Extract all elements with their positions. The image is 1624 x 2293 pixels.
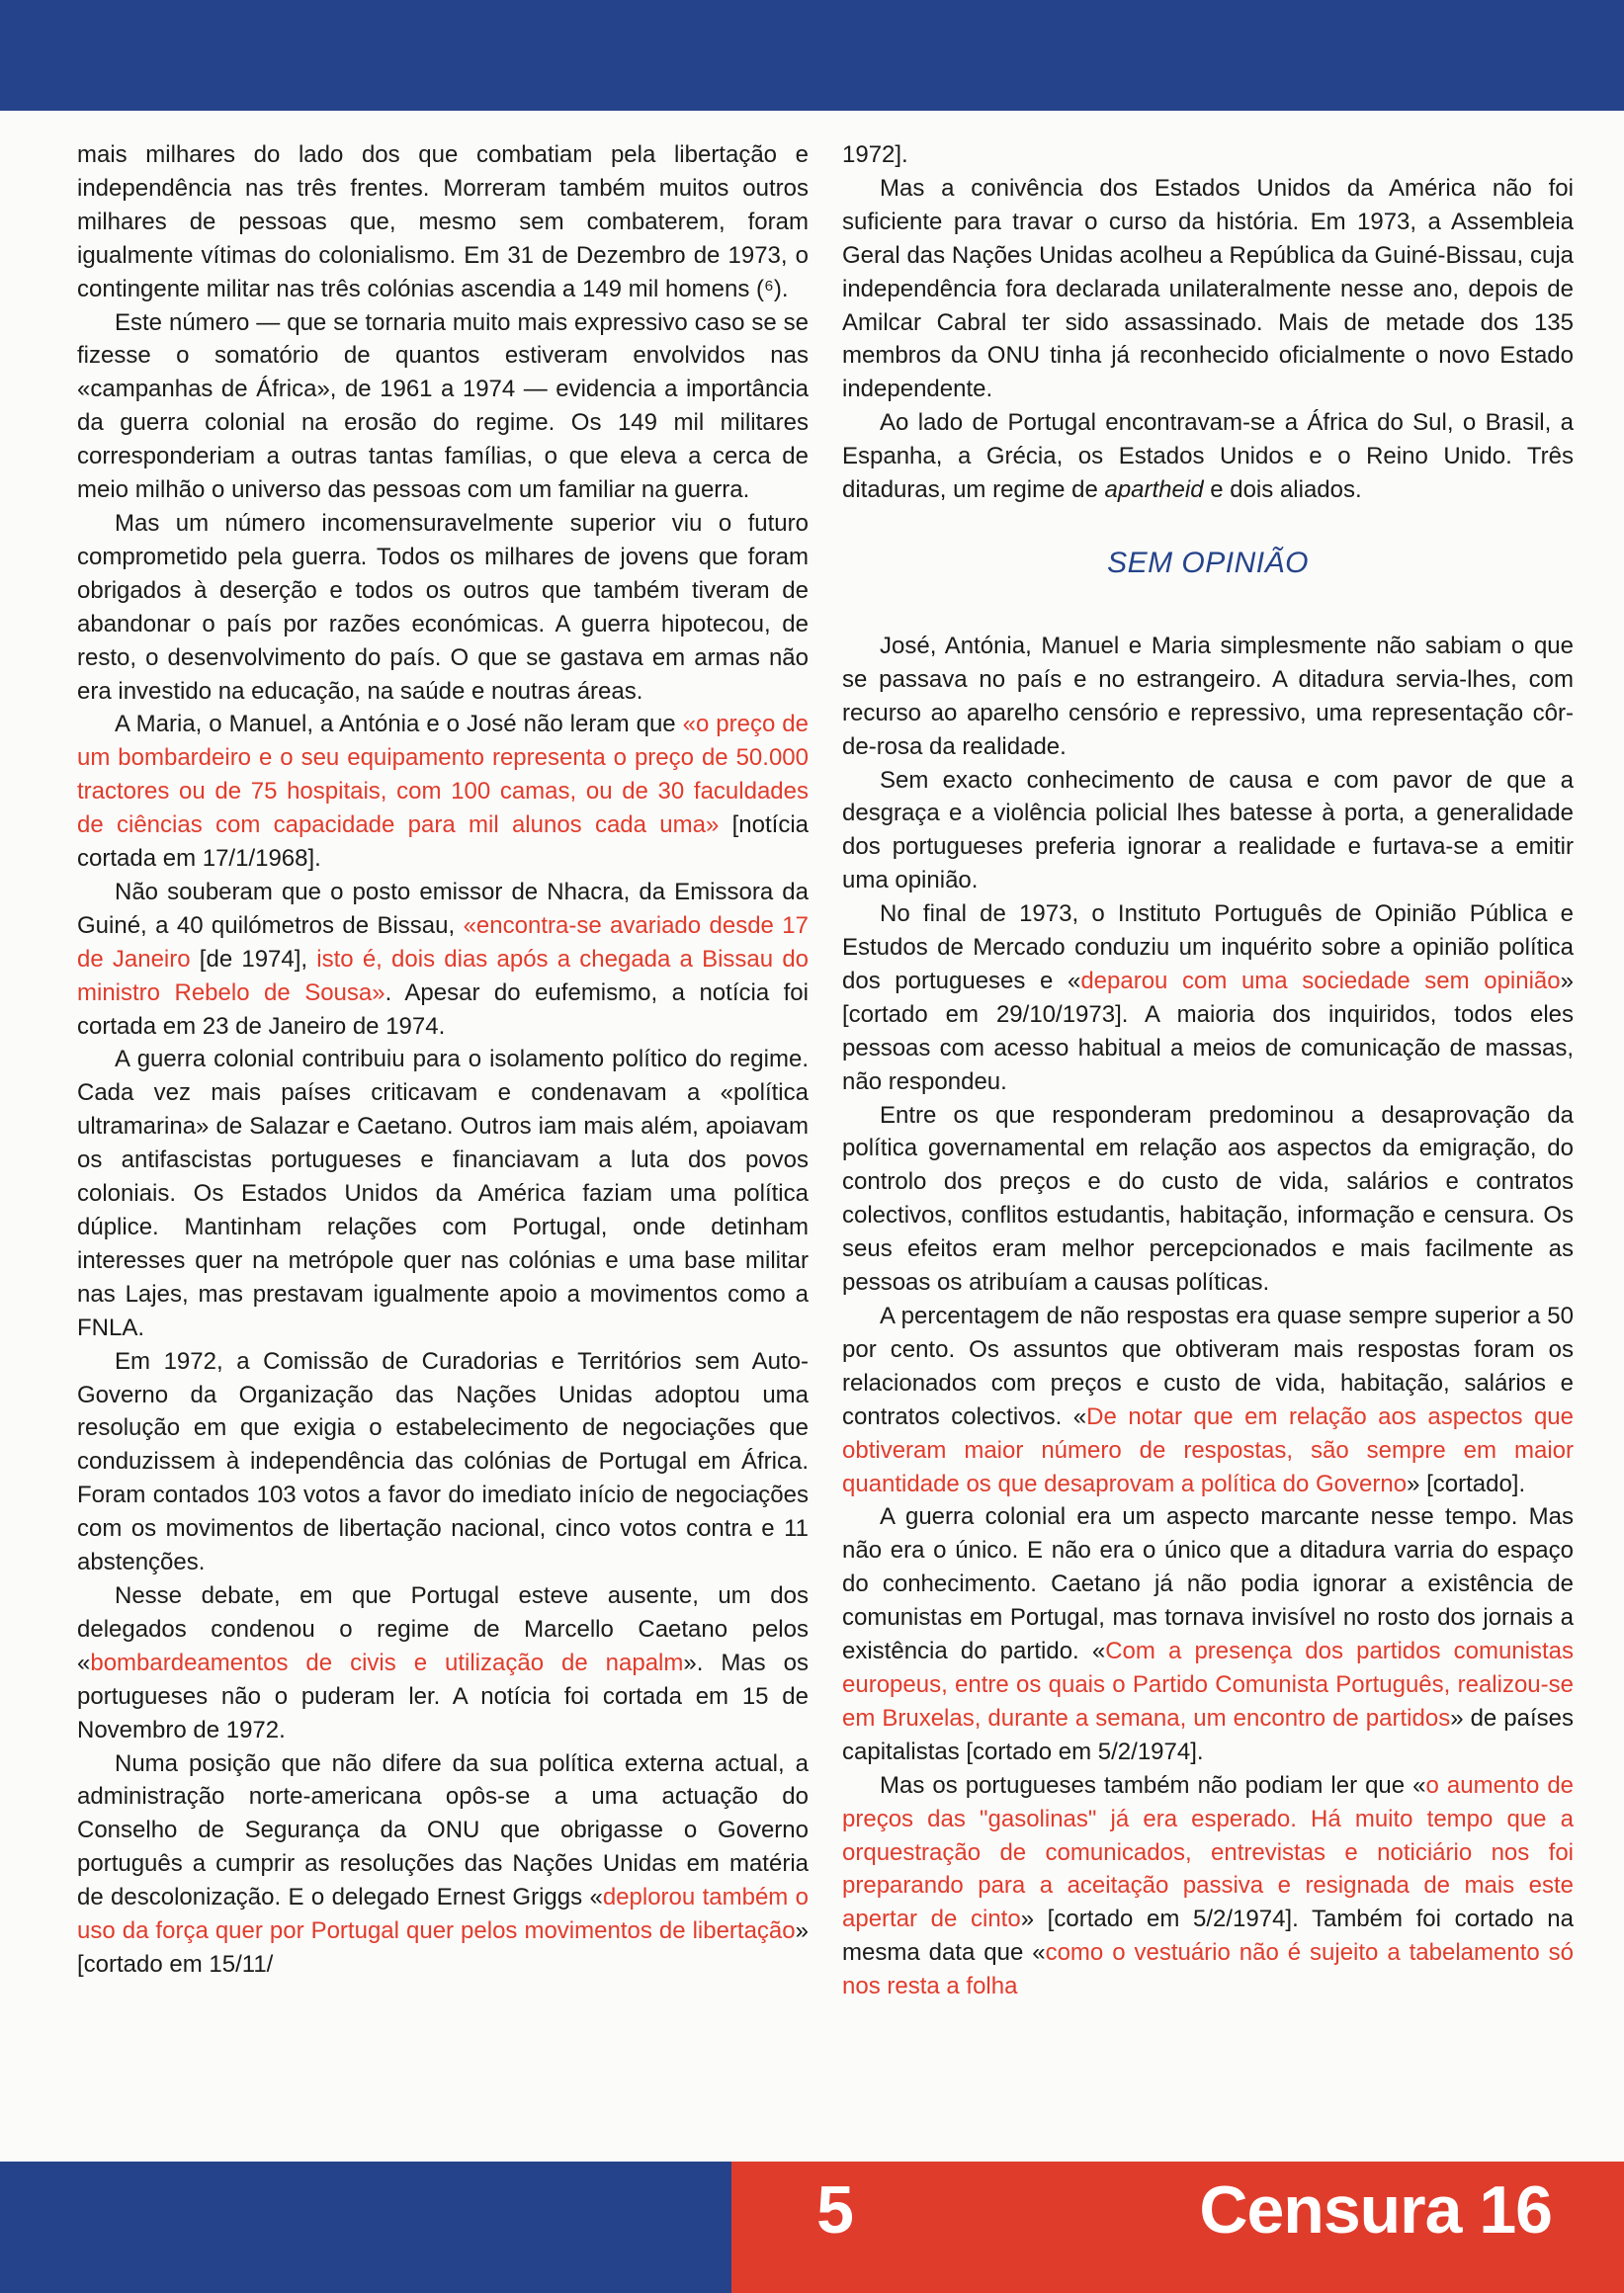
text-run: A guerra colonial era um aspecto marcante nesse tempo. Mas não era o único. E não era o único que a ditadura varria do espaço do conhecimento. Caetano já não podia ignorar a existência de comunistas em Portugal, mas tornava invisível no rosto dos jornais a existência do partido. « bbox=[842, 1503, 1574, 1665]
censored-quote: bombardeamentos de civis e utilização de napalm bbox=[90, 1649, 684, 1676]
text-run: » [cortado em 5/2/1974]. Também foi cortado na mesma data que « bbox=[842, 1906, 1574, 1967]
paragraph: mais milhares do lado dos que combatiam pela libertação e independência nas três frentes. Morreram também muitos outros milhares de pessoas que, mesmo sem combaterem, foram igualmente vítimas do colonialismo. Em 31 de Dezembro de 1973, o contingente militar nas três colónias ascendia a 149 mil homens (⁶). bbox=[77, 141, 809, 302]
text-run: . Apesar do eufemismo, a notícia foi cortada em 23 de Janeiro de 1974. bbox=[77, 978, 809, 1040]
paragraph bbox=[842, 1500, 1574, 1768]
censored-quote: Com a presença dos partidos comunistas europeus, entre os quais o Partido Comunista Português, realizou-se em Bruxelas, durante a semana, um encontro de partidos bbox=[842, 1638, 1574, 1732]
text-run: ». Mas os portugueses não o puderam ler. A notícia foi cortada em 15 de Novembro de 1972. bbox=[77, 1649, 809, 1743]
paragraph: José, Antónia, Manuel e Maria simplesmente não sabiam o que se passava no país e no estrangeiro. A ditadura servia-lhes, com recurso ao aparelho censório e repressivo, uma representação côr-de-rosa da realidade. bbox=[842, 632, 1574, 760]
text-run: Mas os portugueses também não podiam ler que « bbox=[880, 1771, 1426, 1799]
paragraph bbox=[77, 1747, 809, 1982]
paragraph: Em 1972, a Comissão de Curadorias e Territórios sem Auto-Governo da Organização das Nações Unidas adoptou uma resolução em que exigia o estabelecimento de negociações que conduzissem à independência das colónias de Portugal em África. Foram contados 103 votos a favor do imediato início de negociações com os movimentos de libertação nacional, cinco votos contra e 11 abstenções. bbox=[77, 1347, 809, 1576]
text-run: » de países capitalistas [cortado em 5/2/1974]. bbox=[842, 1704, 1575, 1765]
censored-quote: «encontra-se avariado desde 17 de Janeiro bbox=[77, 911, 809, 973]
page-number: 5 bbox=[816, 2172, 854, 2248]
text-run: » [cortado em 15/11/ bbox=[77, 1917, 809, 1978]
censored-quote: deplorou também o uso da força quer por Portugal quer pelos movimentos de libertação bbox=[77, 1884, 809, 1945]
censored-quote: De notar que em relação aos aspectos que obtiveram maior número de respostas, são sempre em maior quantidade os que desaprovam a política do Governo bbox=[842, 1402, 1574, 1497]
paragraph: Mas a conivência dos Estados Unidos da América não foi suficiente para travar o curso da história. Em 1973, a Assembleia Geral das Nações Unidas acolheu a República da Guiné-Bissau, cuja independência fora declarada unilateralmente nesse ano, depois de Amilcar Cabral ter sido assassinado. Mais de metade dos 135 membros da ONU tinha já reconhecido oficialmente o novo Estado independente. bbox=[842, 174, 1574, 403]
paragraph bbox=[77, 876, 809, 1044]
text-run: [notícia cortada em 17/1/1968]. bbox=[77, 811, 810, 873]
paragraph: Entre os que responderam predominou a desaprovação da política governamental em relação aos aspectos da emigração, do controlo dos preços e do custo de vida, salários e contratos colectivos, conflitos estudantis, habitação, informação e censura. Os seus efeitos eram melhor percepcionados e mais facilmente as pessoas os atribuíam a causas políticas. bbox=[842, 1101, 1574, 1297]
paragraph: Sem exacto conhecimento de causa e com pavor de que a desgraça e a violência policial lhes batesse à porta, a generalidade dos portugueses preferia ignorar a realidade e furtava-se a emitir uma opinião. bbox=[842, 766, 1574, 894]
text-run: e dois aliados. bbox=[1203, 476, 1362, 504]
text-run: » [cortado em 29/10/1973]. A maioria dos inquiridos, todos eles pessoas com acesso habitual a meios de comunicação de massas, não respondeu. bbox=[842, 967, 1574, 1095]
text-run: » [cortado]. bbox=[1407, 1470, 1526, 1497]
section-heading: SEM OPINIÃO bbox=[1107, 546, 1309, 579]
paragraph bbox=[77, 708, 809, 876]
censored-quote: deparou com uma sociedade sem opinião bbox=[1080, 967, 1561, 994]
paragraph bbox=[842, 406, 1574, 507]
censored-quote: «o preço de um bombardeiro e o seu equipamento representa o preço de 50.000 tractores ou de 75 hospitais, com 100 camas, ou de 30 faculdades de ciências com capacidade para mil alunos cada uma» bbox=[77, 711, 809, 839]
text-run: No final de 1973, o Instituto Português de Opinião Pública e Estudos de Mercado conduziu um inquérito sobre a opinião política dos portugueses e « bbox=[842, 900, 1574, 994]
text-run: A percentagem de não respostas era quase sempre superior a 50 por cento. Os assuntos que obtiveram mais respostas foram os relacionados com preços e custo de vida, habitação, salários e contratos colectivos. « bbox=[842, 1303, 1574, 1430]
text-run: [de 1974], bbox=[190, 945, 317, 973]
text-run: Ao lado de Portugal encontravam-se a África do Sul, o Brasil, a Espanha, a Grécia, os Estados Unidos e o Reino Unido. Três ditaduras, um regime de bbox=[842, 409, 1574, 504]
paragraph bbox=[77, 1579, 809, 1747]
paragraph bbox=[842, 1769, 1574, 2003]
text-run: Nesse debate, em que Portugal esteve ausente, um dos delegados condenou o regime de Marcello Caetano pelos « bbox=[77, 1581, 809, 1676]
text-run: Numa posição que não difere da sua política externa actual, a administração norte-americana opôs-se a uma actuação do Conselho de Segurança da ONU que obrigasse o Governo português a cumprir as resoluções das Nações Unidas em matéria de descolonização. E o delegado Ernest Griggs « bbox=[77, 1749, 809, 1911]
emphasis: apartheid bbox=[1104, 476, 1204, 504]
paragraph: Este número — que se tornaria muito mais expressivo caso se se fizesse o somatório de quantos estiveram envolvidos nas «campanhas de África», de 1961 a 1974 — evidencia a importância da guerra colonial na erosão do regime. Os 149 mil militares corresponderiam a outras tantas famílias, o que eleva a cerca de meio milhão o universo das pessoas com um familiar na guerra. bbox=[77, 308, 809, 504]
left-column bbox=[77, 138, 809, 1982]
footer-band-blue bbox=[0, 2162, 731, 2293]
publication-title: Censura 16 bbox=[1199, 2172, 1552, 2248]
censored-quote: o aumento de preços das "gasolinas" já era esperado. Há muito tempo que a orquestração de comunicados, entrevistas e noticiário nos foi preparando para a aceitação passiva e resignada de mais este apertar de cinto bbox=[842, 1771, 1575, 1933]
text-run: Não souberam que o posto emissor de Nhacra, da Emissora da Guiné, a 40 quilómetros de Bissau, bbox=[77, 878, 809, 939]
header-band bbox=[0, 0, 1624, 111]
paragraph: 1972]. bbox=[842, 141, 908, 168]
paragraph: A guerra colonial contribuiu para o isolamento político do regime. Cada vez mais países criticavam e condenavam a «política ultramarina» de Salazar e Caetano. Outros iam mais além, apoiavam os antifascistas portugueses e financiavam a luta dos povos coloniais. Os Estados Unidos da América faziam uma política dúplice. Mantinham relações com Portugal, onde detinham interesses quer na metrópole quer nas colónias e uma base militar nas Lajes, mas prestavam igualmente apoio a movimentos como a FNLA. bbox=[77, 1046, 809, 1341]
paragraph: Mas um número incomensuravelmente superior viu o futuro comprometido pela guerra. Todos os milhares de jovens que foram obrigados à deserção e todos os outros que também tiveram de abandonar o país por razões económicas. A guerra hipotecou, de resto, o desenvolvimento do país. O que se gastava em armas não era investido na educação, na saúde e noutras áreas. bbox=[77, 509, 809, 705]
censored-quote: como o vestuário não é sujeito a tabelamento só nos resta a folha bbox=[842, 1939, 1574, 2000]
paragraph bbox=[842, 1300, 1574, 1500]
censored-quote: isto é, dois dias após a chegada a Bissau do ministro Rebelo de Sousa» bbox=[77, 945, 810, 1006]
right-column bbox=[842, 138, 1574, 2003]
paragraph bbox=[842, 897, 1574, 1098]
text-run: A Maria, o Manuel, a Antónia e o José não leram que bbox=[115, 711, 683, 738]
